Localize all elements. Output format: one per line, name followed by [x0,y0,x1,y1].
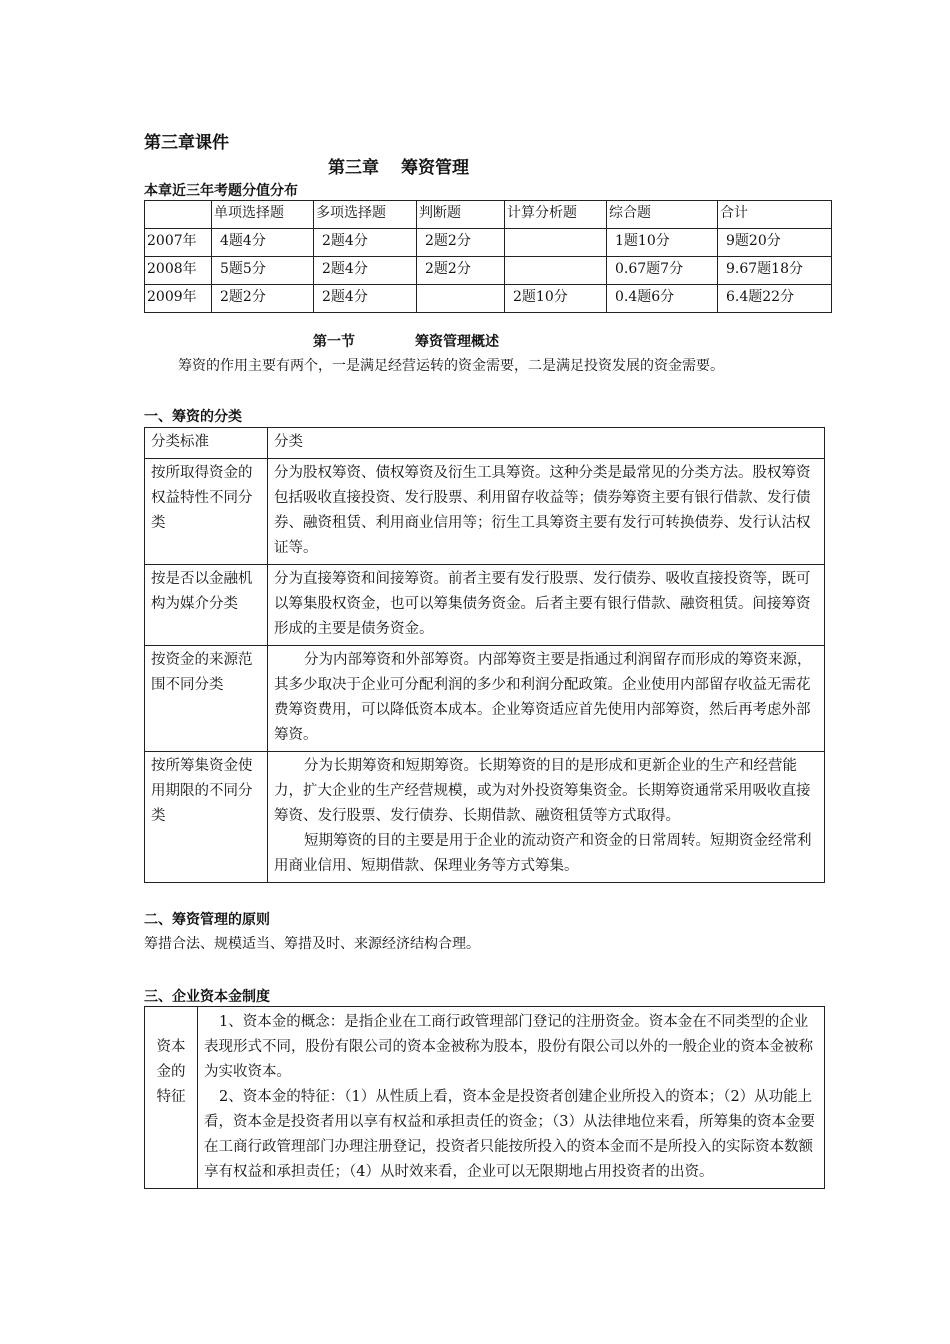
table-cell [505,257,607,285]
classification-standard: 按是否以金融机构为媒介分类 [145,565,268,646]
table-row [145,1007,825,1189]
paragraph: 分为内部筹资和外部筹资。内部筹资主要是指通过利润留存而形成的筹资来源，其多少取决于企业可分配利润的多少和利润分配政策。企业使用内部留存收益无需花费筹资费用，可以降低资本成本。企业筹资适应首先使用内部筹资，然后再考虑外部筹资。 [274,652,812,743]
table-cell: 0.4题6分 [607,285,718,313]
table-cell: 2题4分 [314,229,417,257]
document-title: 第三章课件 [144,133,229,153]
paragraph: 短期筹资的目的主要是用于企业的流动资产和资金的日常周转。短期资金经常利用商业信用、短期借款、保理业务等方式筹集。 [274,833,812,874]
classification-table [144,427,825,883]
section-name: 筹资管理概述 [415,334,499,350]
chapter-number: 第三章 [328,158,379,178]
table-cell: 2008年 [145,257,212,285]
table-cell: 2题2分 [417,257,505,285]
table-header-row [145,428,825,459]
chapter-title [328,153,469,178]
table-cell: 9.67题18分 [718,257,832,285]
table-cell: 1题10分 [607,229,718,257]
table-cell: 2007年 [145,229,212,257]
table-row [145,459,825,565]
table-cell: 9题20分 [718,229,832,257]
table-row [145,565,825,646]
table-cell: 2题2分 [212,285,314,313]
score-distribution-table [144,200,832,313]
paragraph: 分为股权筹资、债权筹资及衍生工具筹资。这种分类是最常见的分类方法。股权筹资包括吸收直接投资、发行股票、利用留存收益等；债券筹资主要有银行借款、发行债券、融资租赁、利用商业信用等；衍生工具筹资主要有发行可转换债券、发行认沽权证等。 [274,465,811,556]
chapter-name: 筹资管理 [401,158,469,178]
section-number: 第一节 [313,334,355,350]
table-header-cell: 单项选择题 [212,201,314,229]
table-cell: 4题4分 [212,229,314,257]
table-row [145,285,832,313]
table-cell: 6.4题22分 [718,285,832,313]
classification-standard: 按所取得资金的权益特性不同分类 [145,459,268,565]
table-row [145,229,832,257]
classification-standard: 按所筹集资金使用期限的不同分类 [145,752,268,883]
capital-desc [198,1007,825,1189]
table-header-cell: 合计 [718,201,832,229]
table-cell: 0.67题7分 [607,257,718,285]
classification-standard: 按资金的来源范围不同分类 [145,646,268,752]
classification-desc [268,752,825,883]
table-header-cell [145,201,212,229]
classification-desc [268,459,825,565]
table-cell [505,229,607,257]
paragraph: 2、资本金的特征：（1）从性质上看，资本金是投资者创建企业所投入的资本；（2）从功能上看，资本金是投资者用以享有权益和承担责任的资金；（3）从法律地位来看，所筹集的资本金要在工商行政管理部门办理注册登记，投资者只能按所投入的资本金而不是所投入的实际资本数额享有权益和承担责任；（4）从时效来看，企业可以无限期地占用投资者的出资。 [204,1089,815,1180]
table-header-cell: 多项选择题 [314,201,417,229]
paragraph: 分为直接筹资和间接筹资。前者主要有发行股票、发行债券、吸收直接投资等，既可以筹集股权资金，也可以筹集债务资金。后者主要有银行借款、融资租赁。间接筹资形成的主要是债务资金。 [274,571,811,637]
heading-financing-classification: 一、筹资的分类 [144,409,242,425]
table-cell: 2009年 [145,285,212,313]
table-cell [417,285,505,313]
table-header-cell: 计算分析题 [505,201,607,229]
table-cell: 2题4分 [314,257,417,285]
heading-financing-principles: 二、筹资管理的原则 [144,912,270,928]
paragraph: 分为长期筹资和短期筹资。长期筹资的目的是形成和更新企业的生产和经营能力，扩大企业的生产经营规模，或为对外投资筹集资金。长期筹资通常采用吸收直接筹资、发行股票、发行债券、长期借款、融资租赁等方式取得。 [274,758,811,824]
table-header-row [145,201,832,229]
intro-paragraph: 筹资的作用主要有两个，一是满足经营运转的资金需要，二是满足投资发展的资金需要。 [178,358,724,374]
table-cell: 2题4分 [314,285,417,313]
table-cell: 5题5分 [212,257,314,285]
capital-label: 资本金的特征 [145,1007,198,1189]
table-row [145,752,825,883]
table-row [145,257,832,285]
table-header-cell: 综合题 [607,201,718,229]
table-header-cell: 判断题 [417,201,505,229]
paragraph: 1、资本金的概念：是指企业在工商行政管理部门登记的注册资金。资本金在不同类型的企业表现形式不同，股份有限公司的资本金被称为股本，股份有限公司以外的一般企业的资本金被称为实收资本。 [204,1014,813,1080]
classification-desc [268,646,825,752]
heading-capital-system: 三、企业资本金制度 [144,989,270,1005]
capital-table [144,1006,825,1189]
table-row [145,646,825,752]
table-header-cell: 分类 [268,428,825,459]
table-cell: 2题2分 [417,229,505,257]
principles-text: 筹措合法、规模适当、筹措及时、来源经济结构合理。 [144,936,480,952]
classification-desc [268,565,825,646]
score-distribution-heading: 本章近三年考题分值分布 [144,183,298,199]
section-title [313,331,499,351]
table-header-cell: 分类标准 [145,428,268,459]
table-cell: 2题10分 [505,285,607,313]
